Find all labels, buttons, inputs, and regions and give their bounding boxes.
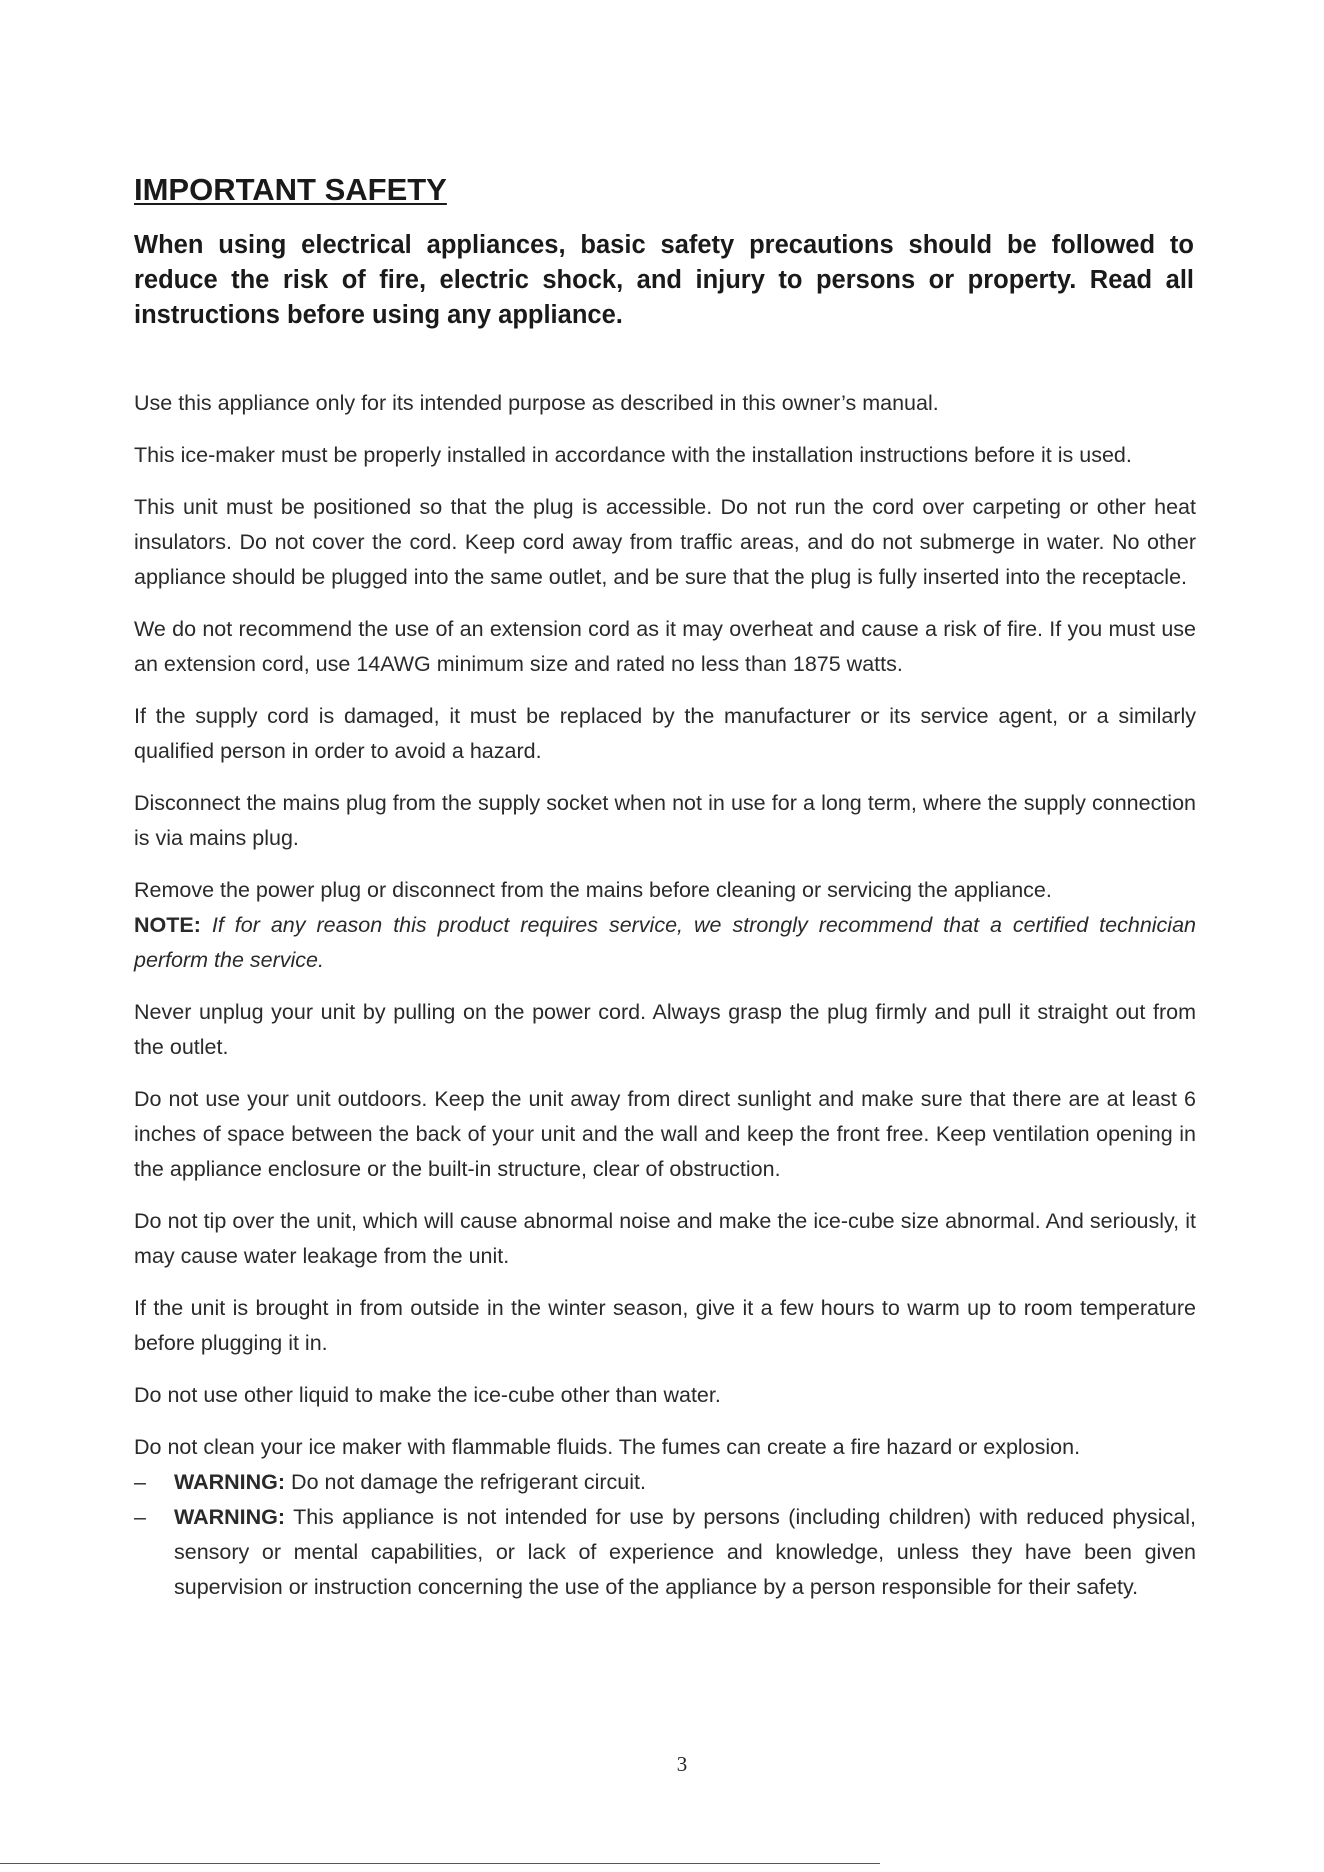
warning-text-wrap bbox=[174, 1500, 1196, 1605]
warning-label: WARNING: bbox=[174, 1470, 286, 1494]
page-title: IMPORTANT SAFETY bbox=[134, 172, 447, 207]
note-paragraph bbox=[134, 908, 1196, 978]
paragraph-remove-plug: Remove the power plug or disconnect from the mains before cleaning or servicing the appliance. bbox=[134, 878, 1052, 902]
warning-label: WARNING: bbox=[174, 1505, 286, 1529]
paragraph-winter: If the unit is brought in from outside in the winter season, give it a few hours to warm up to room temperature before plugging it in. bbox=[134, 1296, 1196, 1355]
warning-item bbox=[134, 1465, 1196, 1500]
paragraph-unplug: Never unplug your unit by pulling on the power cord. Always grasp the plug firmly and pull it straight out from the outlet. bbox=[134, 1000, 1196, 1059]
safety-body bbox=[134, 386, 1196, 1605]
warning-text-wrap bbox=[174, 1465, 1196, 1500]
paragraph-outdoors: Do not use your unit outdoors. Keep the unit away from direct sunlight and make sure that there are at least 6 inches of space between the back of your unit and the wall and keep the front free. Keep ventilation opening in the appliance enclosure or the built-in structure, clear of obstruction. bbox=[134, 1087, 1196, 1181]
paragraph-other-liquid: Do not use other liquid to make the ice-cube other than water. bbox=[134, 1383, 721, 1407]
intro-paragraph: When using electrical appliances, basic safety precautions should be followed to reduce the risk of fire, electric shock, and injury to persons or property. Read all instructions before using any appliance. bbox=[134, 231, 1194, 329]
paragraph-flammable: Do not clean your ice maker with flammable fluids. The fumes can create a fire hazard or explosion. bbox=[134, 1435, 1081, 1459]
warning-dash: – bbox=[134, 1505, 146, 1529]
paragraph-damaged-cord: If the supply cord is damaged, it must be replaced by the manufacturer or its service agent, or a similarly qualified person in order to avoid a hazard. bbox=[134, 704, 1196, 763]
warning-item bbox=[134, 1500, 1196, 1605]
note-label: NOTE: bbox=[134, 913, 201, 937]
bottom-divider bbox=[0, 1863, 880, 1864]
warning-text: This appliance is not intended for use by persons (including children) with reduced physical, sensory or mental capabilities, or lack of experience and knowledge, unless they have been given supervision or instruction concerning the use of the appliance by a person responsible for their safety. bbox=[174, 1505, 1196, 1599]
warning-dash: – bbox=[134, 1470, 146, 1494]
paragraph-extension-cord: We do not recommend the use of an extension cord as it may overheat and cause a risk of fire. If you must use an extension cord, use 14AWG minimum size and rated no less than 1875 watts. bbox=[134, 617, 1196, 676]
page-number: 3 bbox=[676, 1752, 688, 1776]
paragraph-tip-over: Do not tip over the unit, which will cause abnormal noise and make the ice-cube size abnormal. And seriously, it may cause water leakage from the unit. bbox=[134, 1209, 1196, 1268]
paragraph-disconnect: Disconnect the mains plug from the supply socket when not in use for a long term, where the supply connection is via mains plug. bbox=[134, 791, 1196, 850]
warning-text: Do not damage the refrigerant circuit. bbox=[285, 1470, 646, 1494]
paragraph-installation: This ice-maker must be properly installed in accordance with the installation instructions before it is used. bbox=[134, 443, 1132, 467]
paragraph-positioning: This unit must be positioned so that the plug is accessible. Do not run the cord over carpeting or other heat insulators. Do not cover the cord. Keep cord away from traffic areas, and do not submerge in water. No other appliance should be plugged into the same outlet, and be sure that the plug is fully inserted into the receptacle. bbox=[134, 495, 1196, 589]
note-text: If for any reason this product requires service, we strongly recommend that a certified technician perform the service. bbox=[134, 913, 1196, 972]
paragraph-intended-use: Use this appliance only for its intended purpose as described in this owner’s manual. bbox=[134, 391, 939, 415]
